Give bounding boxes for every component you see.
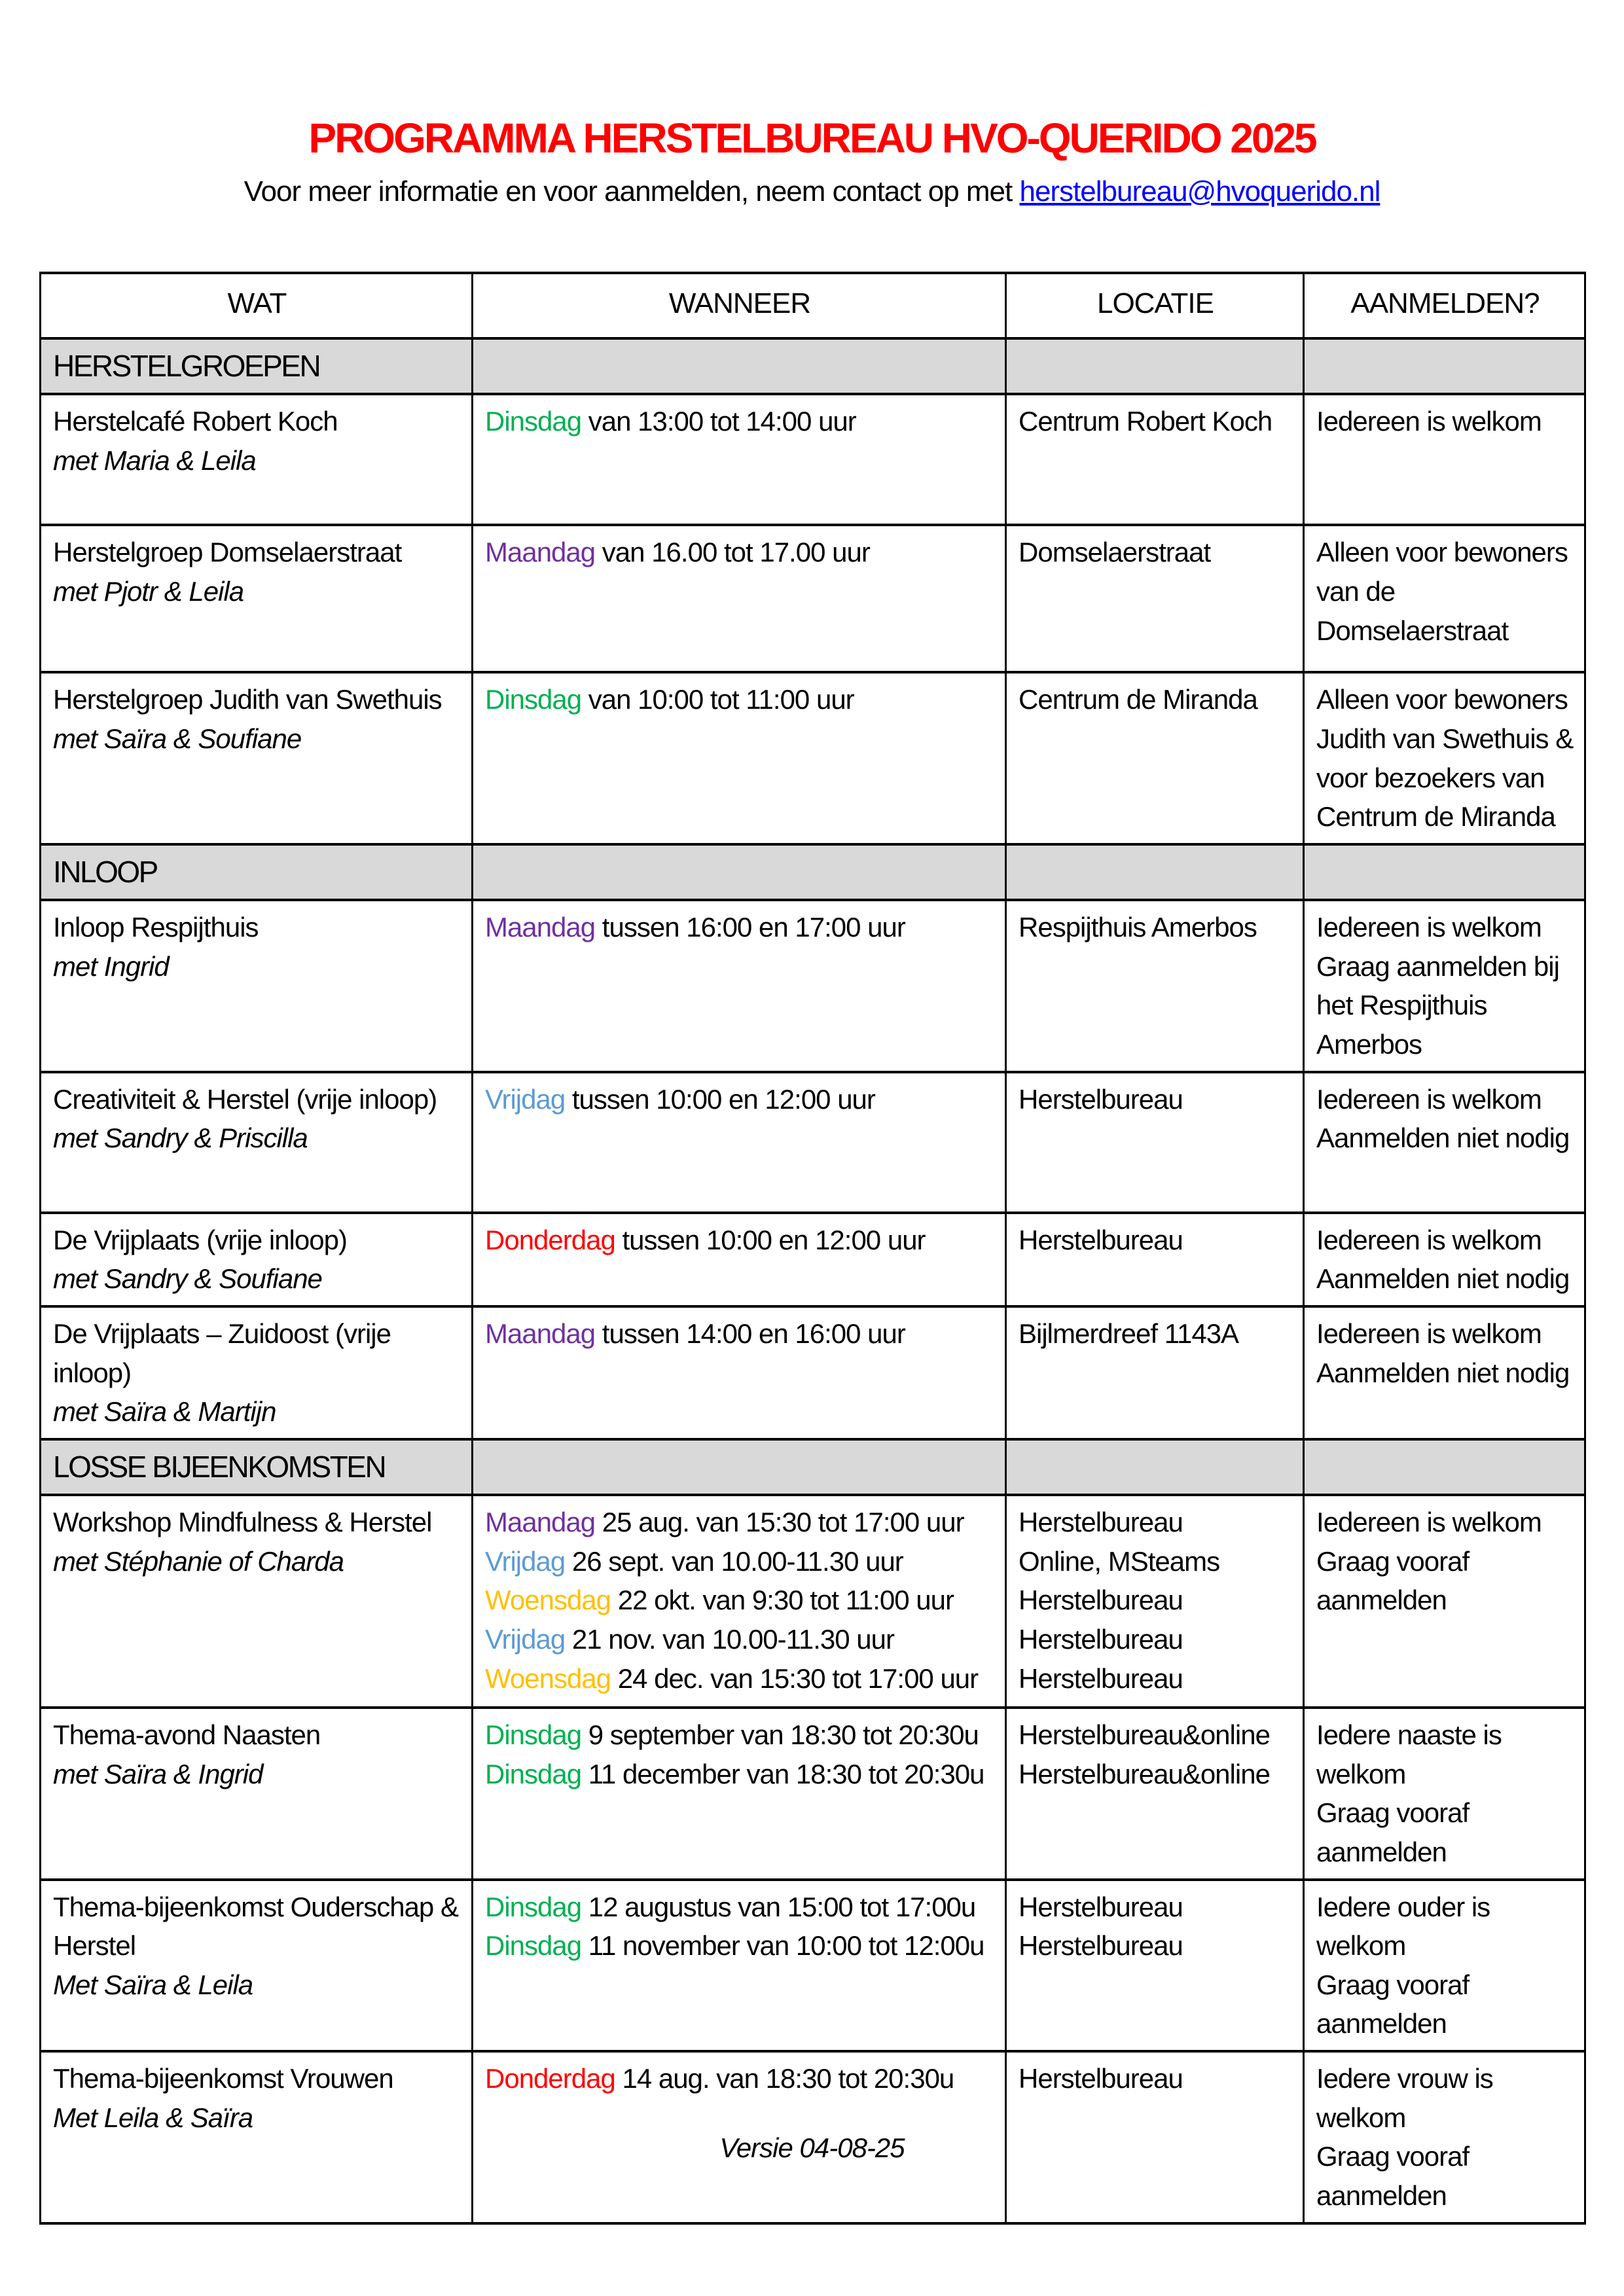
day-label: Vrijdag [485, 1623, 566, 1655]
day-label: Dinsdag [485, 1891, 582, 1922]
registration-line: Graag aanmelden bij [1316, 950, 1559, 982]
when-line: Maandag tussen 14:00 en 16:00 uur [485, 1318, 905, 1349]
activity-facilitator: met Ingrid [53, 950, 169, 982]
when-line: Dinsdag 11 december van 18:30 tot 20:30u [485, 1758, 984, 1789]
section-label: INLOOP [53, 854, 157, 889]
activity-title: Thema-bijeenkomst Vrouwen [53, 2063, 393, 2094]
activity-title: Creativiteit & Herstel (vrije inloop) [53, 1083, 437, 1115]
when-cell [473, 1495, 1006, 1708]
table-row [41, 900, 1585, 1072]
section-empty-cell [1304, 1439, 1585, 1495]
location-line: Online, MSteams [1019, 1545, 1220, 1577]
location-line: Herstelbureau [1019, 1083, 1183, 1115]
activity-facilitator: Met Saïra & Leila [53, 1969, 253, 2000]
what-cell [41, 1306, 473, 1439]
when-cell [473, 672, 1006, 844]
registration-cell [1304, 900, 1585, 1072]
activity-title: Thema-avond Naasten [53, 1719, 321, 1751]
location-cell [1006, 1708, 1304, 1880]
table-row [41, 1213, 1585, 1306]
registration-line: aanmelden [1316, 1585, 1447, 1616]
activity-title: Workshop Mindfulness & Herstel [53, 1507, 432, 1538]
activity-title: De Vrijplaats – Zuidoost (vrije inloop) [53, 1318, 391, 1388]
when-line: Vrijdag 21 nov. van 10.00-11.30 uur [485, 1623, 895, 1655]
registration-line: Alleen voor bewoners [1316, 537, 1568, 568]
section-label-cell [41, 338, 473, 394]
activity-title: Herstelcafé Robert Koch [53, 406, 338, 437]
table-row [41, 1495, 1585, 1708]
section-label: HERSTELGROEPEN [53, 349, 320, 383]
section-empty-cell [473, 844, 1006, 900]
when-line: Dinsdag van 10:00 tot 11:00 uur [485, 684, 854, 715]
day-label: Maandag [485, 1507, 596, 1538]
what-cell [41, 1708, 473, 1880]
registration-line: Amerbos [1316, 1029, 1422, 1060]
section-header-row [41, 338, 1585, 394]
location-cell [1006, 900, 1304, 1072]
column-header-locatie: LOCATIE [1006, 273, 1304, 338]
location-line: Herstelbureau [1019, 1507, 1183, 1538]
what-cell [41, 1072, 473, 1213]
location-cell [1006, 672, 1304, 844]
location-line: Herstelbureau [1019, 1585, 1183, 1616]
registration-cell [1304, 394, 1585, 525]
registration-cell [1304, 525, 1585, 672]
table-header-row [41, 273, 1585, 338]
location-cell [1006, 394, 1304, 525]
location-line: Domselaerstraat [1019, 537, 1211, 568]
registration-line: Iedereen is welkom [1316, 1224, 1542, 1255]
activity-title: Herstelgroep Judith van Swethuis [53, 684, 442, 715]
what-cell [41, 900, 473, 1072]
when-cell [473, 1708, 1006, 1880]
activity-facilitator: met Pjotr & Leila [53, 575, 244, 607]
what-cell [41, 394, 473, 525]
location-line: Herstelbureau [1019, 2063, 1183, 2094]
day-label: Vrijdag [485, 1545, 566, 1577]
registration-line: Judith van Swethuis & [1316, 723, 1574, 754]
registration-cell [1304, 1306, 1585, 1439]
when-cell [473, 900, 1006, 1072]
registration-line: het Respijthuis [1316, 990, 1487, 1021]
registration-cell [1304, 1880, 1585, 2052]
column-header-wat: WAT [41, 273, 473, 338]
location-cell [1006, 1495, 1304, 1708]
activity-title: Thema-bijeenkomst Ouderschap & Herstel [53, 1891, 458, 1962]
registration-line: Graag vooraf [1316, 1797, 1470, 1829]
when-line: Woensdag 22 okt. van 9:30 tot 11:00 uur [485, 1585, 954, 1616]
section-empty-cell [1304, 844, 1585, 900]
day-label: Donderdag [485, 2063, 615, 2094]
day-label: Vrijdag [485, 1083, 566, 1115]
activity-title: Herstelgroep Domselaerstraat [53, 537, 402, 568]
section-empty-cell [473, 1439, 1006, 1495]
location-line: Bijlmerdreef 1143A [1019, 1318, 1239, 1349]
day-label: Dinsdag [485, 1758, 582, 1789]
program-table [39, 272, 1586, 2225]
location-cell [1006, 1213, 1304, 1306]
activity-facilitator: met Sandry & Soufiane [53, 1263, 322, 1295]
what-cell [41, 1880, 473, 2052]
registration-cell [1304, 1708, 1585, 1880]
page-title: PROGRAMMA HERSTELBUREAU HVO-QUERIDO 2025 [308, 115, 1316, 162]
registration-line: aanmelden [1316, 2008, 1447, 2039]
when-line: Dinsdag van 13:00 tot 14:00 uur [485, 406, 856, 437]
section-empty-cell [473, 338, 1006, 394]
table-row [41, 672, 1585, 844]
section-empty-cell [1006, 338, 1304, 394]
registration-line: welkom [1316, 2102, 1406, 2133]
version-footer: Versie 04-08-25 [719, 2132, 905, 2163]
day-label: Dinsdag [485, 406, 582, 437]
location-line: Herstelbureau [1019, 1224, 1183, 1255]
day-label: Dinsdag [485, 684, 582, 715]
section-empty-cell [1304, 338, 1585, 394]
when-line: Dinsdag 12 augustus van 15:00 tot 17:00u [485, 1891, 976, 1922]
registration-line: welkom [1316, 1930, 1406, 1962]
day-label: Woensdag [485, 1662, 611, 1694]
registration-line: Aanmelden niet nodig [1316, 1357, 1570, 1388]
when-cell [473, 1213, 1006, 1306]
section-label: LOSSE BIJEENKOMSTEN [53, 1449, 386, 1484]
registration-line: Graag vooraf [1316, 1969, 1470, 2000]
activity-facilitator: met Saïra & Ingrid [53, 1758, 263, 1789]
activity-title: Inloop Respijthuis [53, 912, 259, 943]
when-line: Maandag 25 aug. van 15:30 tot 17:00 uur [485, 1507, 964, 1538]
registration-line: Iedereen is welkom [1316, 1083, 1542, 1115]
table-row [41, 525, 1585, 672]
location-line: Centrum Robert Koch [1019, 406, 1272, 437]
table-row [41, 1880, 1585, 2052]
subtitle [0, 176, 1624, 207]
when-cell [473, 1072, 1006, 1213]
location-line: Herstelbureau [1019, 1891, 1183, 1922]
registration-line: Iedereen is welkom [1316, 912, 1542, 943]
when-line: Vrijdag tussen 10:00 en 12:00 uur [485, 1083, 875, 1115]
activity-facilitator: Met Leila & Saïra [53, 2102, 253, 2133]
location-cell [1006, 1072, 1304, 1213]
section-header-row [41, 844, 1585, 900]
registration-line: aanmelden [1316, 2179, 1447, 2211]
day-label: Maandag [485, 537, 596, 568]
when-line: Dinsdag 9 september van 18:30 tot 20:30u [485, 1719, 979, 1751]
email-link[interactable]: herstelbureau@hvoquerido.nl [1019, 175, 1380, 208]
when-cell [473, 394, 1006, 525]
when-cell [473, 525, 1006, 672]
registration-cell [1304, 1495, 1585, 1708]
registration-line: Iedere naaste is [1316, 1719, 1502, 1751]
registration-line: Iedereen is welkom [1316, 1507, 1542, 1538]
day-label: Maandag [485, 912, 596, 943]
when-line: Donderdag 14 aug. van 18:30 tot 20:30u [485, 2063, 954, 2094]
registration-line: welkom [1316, 1758, 1406, 1789]
registration-cell [1304, 1072, 1585, 1213]
day-label: Dinsdag [485, 1719, 582, 1751]
when-line: Maandag van 16.00 tot 17.00 uur [485, 537, 870, 568]
location-line: Herstelbureau [1019, 1623, 1183, 1655]
registration-cell [1304, 672, 1585, 844]
activity-facilitator: met Saïra & Martijn [53, 1396, 276, 1427]
activity-facilitator: met Stéphanie of Charda [53, 1545, 344, 1577]
table-row [41, 1708, 1585, 1880]
section-empty-cell [1006, 1439, 1304, 1495]
what-cell [41, 525, 473, 672]
registration-line: Centrum de Miranda [1316, 801, 1555, 833]
location-cell [1006, 1306, 1304, 1439]
what-cell [41, 1213, 473, 1306]
registration-line: Aanmelden niet nodig [1316, 1263, 1570, 1295]
when-line: Woensdag 24 dec. van 15:30 tot 17:00 uur [485, 1662, 979, 1694]
when-line: Dinsdag 11 november van 10:00 tot 12:00u [485, 1930, 984, 1962]
registration-line: Aanmelden niet nodig [1316, 1122, 1570, 1154]
location-line: Respijthuis Amerbos [1019, 912, 1257, 943]
day-label: Maandag [485, 1318, 596, 1349]
registration-line: Iedere ouder is [1316, 1891, 1490, 1922]
when-cell [473, 1880, 1006, 2052]
location-line: Herstelbureau [1019, 1662, 1183, 1694]
column-header-wanneer: WANNEER [473, 273, 1006, 338]
registration-line: Graag vooraf [1316, 1545, 1470, 1577]
registration-line: Graag vooraf [1316, 2141, 1470, 2172]
registration-line: Domselaerstraat [1316, 615, 1509, 646]
when-line: Maandag tussen 16:00 en 17:00 uur [485, 912, 905, 943]
table-row [41, 394, 1585, 525]
section-header-row [41, 1439, 1585, 1495]
day-label: Dinsdag [485, 1930, 582, 1962]
what-cell [41, 672, 473, 844]
registration-line: Iedere vrouw is [1316, 2063, 1493, 2094]
registration-line: Alleen voor bewoners [1316, 684, 1568, 715]
when-line: Vrijdag 26 sept. van 10.00-11.30 uur [485, 1545, 903, 1577]
table-row [41, 1306, 1585, 1439]
section-empty-cell [1006, 844, 1304, 900]
when-line: Donderdag tussen 10:00 en 12:00 uur [485, 1224, 926, 1255]
registration-line: Iedereen is welkom [1316, 406, 1542, 437]
location-cell [1006, 525, 1304, 672]
location-line: Centrum de Miranda [1019, 684, 1257, 715]
subtitle-text: Voor meer informatie en voor aanmelden, neem contact op met [244, 175, 1020, 208]
location-line: Herstelbureau [1019, 1930, 1183, 1962]
day-label: Woensdag [485, 1585, 611, 1616]
day-label: Donderdag [485, 1224, 615, 1255]
section-label-cell [41, 844, 473, 900]
column-header-aanmelden: AANMELDEN? [1304, 273, 1585, 338]
registration-line: van de [1316, 575, 1396, 607]
when-cell [473, 1306, 1006, 1439]
activity-title: De Vrijplaats (vrije inloop) [53, 1224, 347, 1255]
what-cell [41, 1495, 473, 1708]
registration-line: voor bezoekers van [1316, 762, 1545, 793]
section-label-cell [41, 1439, 473, 1495]
registration-line: aanmelden [1316, 1836, 1447, 1867]
activity-facilitator: met Maria & Leila [53, 444, 256, 476]
location-line: Herstelbureau&online [1019, 1719, 1270, 1751]
registration-cell [1304, 1213, 1585, 1306]
location-cell [1006, 1880, 1304, 2052]
table-row [41, 1072, 1585, 1213]
location-line: Herstelbureau&online [1019, 1758, 1270, 1789]
registration-line: Iedereen is welkom [1316, 1318, 1542, 1349]
activity-facilitator: met Saïra & Soufiane [53, 723, 302, 754]
activity-facilitator: met Sandry & Priscilla [53, 1122, 308, 1154]
